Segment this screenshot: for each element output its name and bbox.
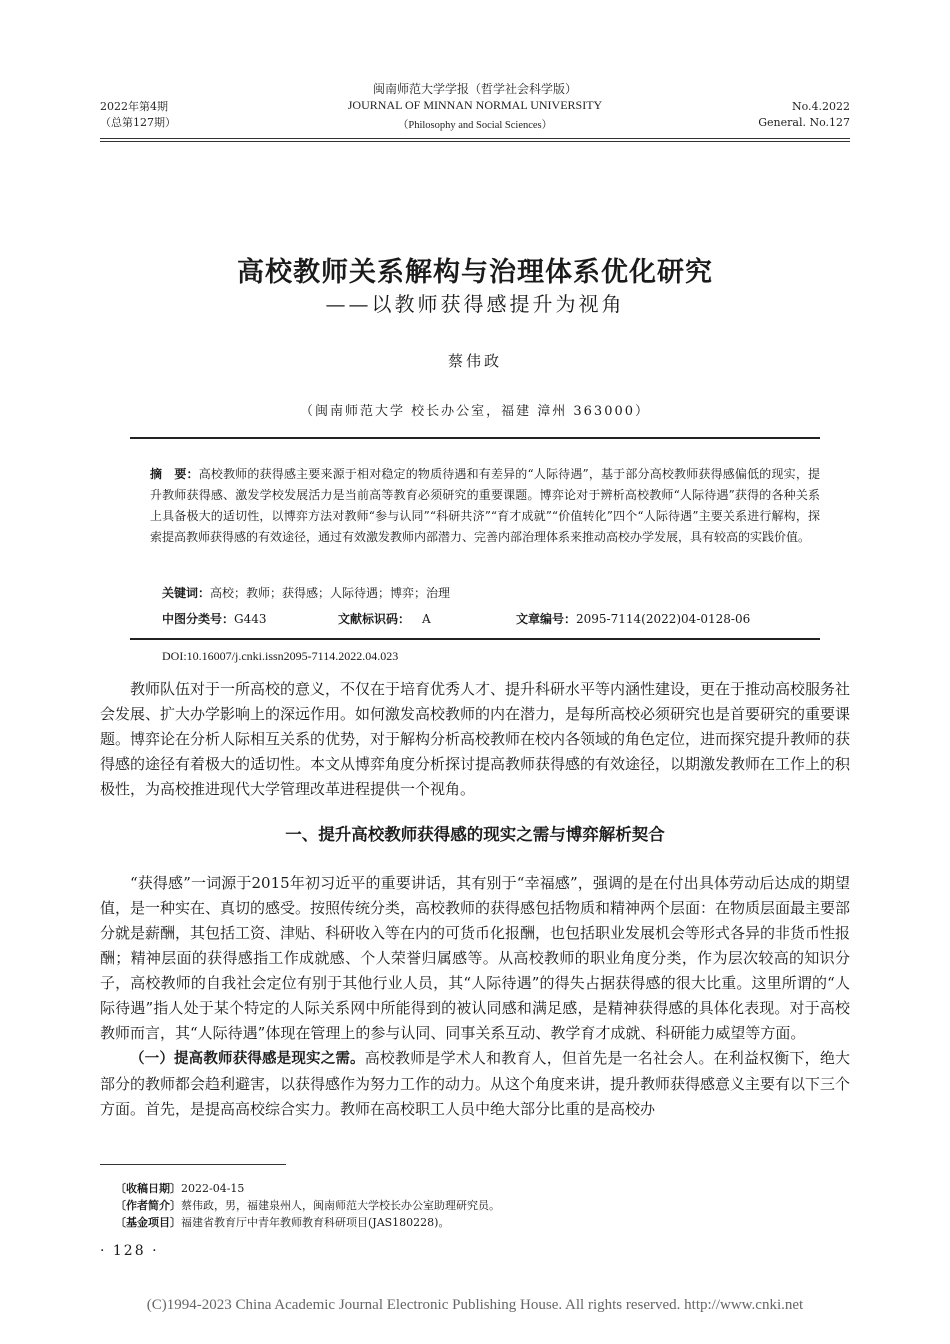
paper-subtitle: ——以教师获得感提升为视角 [325, 292, 625, 316]
header-number-line2: General. No.127 [758, 116, 850, 129]
header-issue [100, 99, 176, 131]
intro-paragraph [100, 677, 850, 802]
author-info: 蔡伟政，男，福建泉州人，闽南师范大学校长办公室助理研究员。 [181, 1199, 500, 1212]
abstract-rule-top [130, 437, 820, 439]
author-affiliation: （闽南师范大学 校长办公室，福建 漳州 363000） [299, 404, 651, 419]
paragraph-2-text: 高校教师是学术人和教育人，但首先是一名社会人。在利益权衡下，绝大部分的教师都会趋利避害，以获得感作为努力工作的动力。从这个角度来讲，提升教师获得感意义主要有以下三个方面。首先，是提高高校综合实力。教师在高校职工人员中绝大部分比重的是高校办 [100, 1049, 851, 1118]
footnote-fund [115, 1215, 449, 1231]
doc-code-label: 文献标识码： [338, 612, 411, 626]
article-number [516, 610, 750, 627]
keywords-label: 关键词： [162, 586, 211, 600]
author-name: 蔡伟政 [447, 352, 502, 370]
fund-info: 福建省教育厅中青年教师教育科研项目(JAS180228)。 [181, 1216, 450, 1229]
abstract-label: 摘 要： [150, 467, 199, 481]
author-info-label: 〔作者简介〕 [115, 1199, 181, 1212]
received-label: 〔收稿日期〕 [115, 1182, 181, 1195]
paragraph-1: “获得感”一词源于2015年初习近平的重要讲话，其有别于“幸福感”，强调的是在付出具体劳动后达成的期望值，是一种实在、真切的感受。按照传统分类，高校教师的获得感包括物质和精神两个层面：在物质层面最主要部分就是薪酬，其包括工资、津贴、科研收入等在内的可货币化报酬，也包括职业发展机会等形式各异的非货币性报酬；精神层面的获得感指工作成就感、个人荣誉归属感等。从高校教师的职业角度分类，作为层次较高的知识分子，高校教师的自我社会定位有别于其他行业人员，其“人际待遇”的得失占据获得感的很大比重。这里所谓的“人际待遇”指人处于某个特定的人际关系网中所能得到的被认同感和满足感，是精神获得感的具体化表现。对于高校教师而言，其“人际待遇”体现在管理上的参与认同、同事关系互动、教学育才成就、科研能力威望等方面。 [100, 874, 851, 1042]
header-issue-line2: （总第127期） [100, 116, 176, 129]
article-number-value: 2095-7114(2022)04-0128-06 [576, 612, 751, 626]
footnote-rule [100, 1164, 286, 1165]
header-issue-line1: 2022年第4期 [100, 100, 168, 113]
paragraph-2-lead: （一）提高教师获得感是现实之需。 [130, 1051, 365, 1067]
header-number-line1: No.4.2022 [791, 100, 850, 113]
fund-label: 〔基金项目〕 [115, 1216, 181, 1229]
footnote-received [115, 1181, 244, 1197]
intro-text: 教师队伍对于一所高校的意义，不仅在于培育优秀人才、提升科研水平等内涵性建设，更在于推动高校服务社会发展、扩大办学影响上的深远作用。如何激发高校教师的内在潜力，是每所高校必须研究也是首要研究的重要课题。博弈论在分析人际相互关系的优势，对于解构分析高校教师在校内各领域的角色定位，进而探究提升教师的获得感的途径有着极大的适切性。本文从博弈角度分析探讨提高教师获得感的有效途径，以期激发教师在工作上的积极性，为高校推进现代大学管理改革进程提供一个视角。 [100, 680, 851, 798]
footnote-author [115, 1198, 500, 1214]
abstract [150, 464, 820, 548]
article-number-label: 文章编号： [516, 612, 577, 626]
page-number: · 128 · [100, 1243, 159, 1259]
header-rule-bottom [100, 141, 850, 142]
journal-name-en: JOURNAL OF MINNAN NORMAL UNIVERSITY [347, 98, 603, 112]
section-1-body [100, 871, 850, 1122]
keywords [162, 584, 450, 601]
doi: DOI:10.16007/j.cnki.issn2095-7114.2022.04.023 [162, 649, 399, 663]
paragraph-2 [100, 1046, 850, 1122]
header-rule-top [100, 138, 850, 139]
received-date: 2022-04-15 [181, 1182, 245, 1195]
journal-series: （Philosophy and Social Sciences） [397, 120, 553, 131]
clc-number [162, 610, 267, 627]
section-heading-1: 一、提升高校教师获得感的现实之需与博弈解析契合 [285, 825, 665, 844]
journal-name-cn: 闽南师范大学学报（哲学社会科学版） [372, 82, 577, 96]
header-number [758, 99, 850, 131]
paper-title: 高校教师关系解构与治理体系优化研究 [237, 257, 713, 288]
abstract-text: 高校教师的获得感主要来源于相对稳定的物质待遇和有差异的“人际待遇”，基于部分高校教师获得感偏低的现实，提升教师获得感、激发学校发展活力是当前高等教育必须研究的重要课题。博弈论对于辨析高校教师“人际待遇”获得的各种关系上具备极大的适切性，以博弈方法对教师“参与认同”“科研共济”“育才成就”“价值转化”四个“人际待遇”主要关系进行解构，探索提高教师获得感的有效途径，通过有效激发教师内部潜力、完善内部治理体系来推动高校办学发展，具有较高的实践价值。 [150, 467, 820, 544]
abstract-rule-bottom [130, 638, 820, 640]
copyright-notice: (C)1994-2023 China Academic Journal Electronic Publishing House. All rights reserved. http://www.cnki.net [146, 1297, 804, 1313]
clc-value: G443 [234, 612, 267, 626]
keywords-text: 高校；教师；获得感；人际待遇；博弈；治理 [210, 586, 451, 600]
clc-label: 中图分类号： [162, 612, 235, 626]
document-code [338, 610, 431, 627]
doc-code-value: A [422, 612, 431, 626]
